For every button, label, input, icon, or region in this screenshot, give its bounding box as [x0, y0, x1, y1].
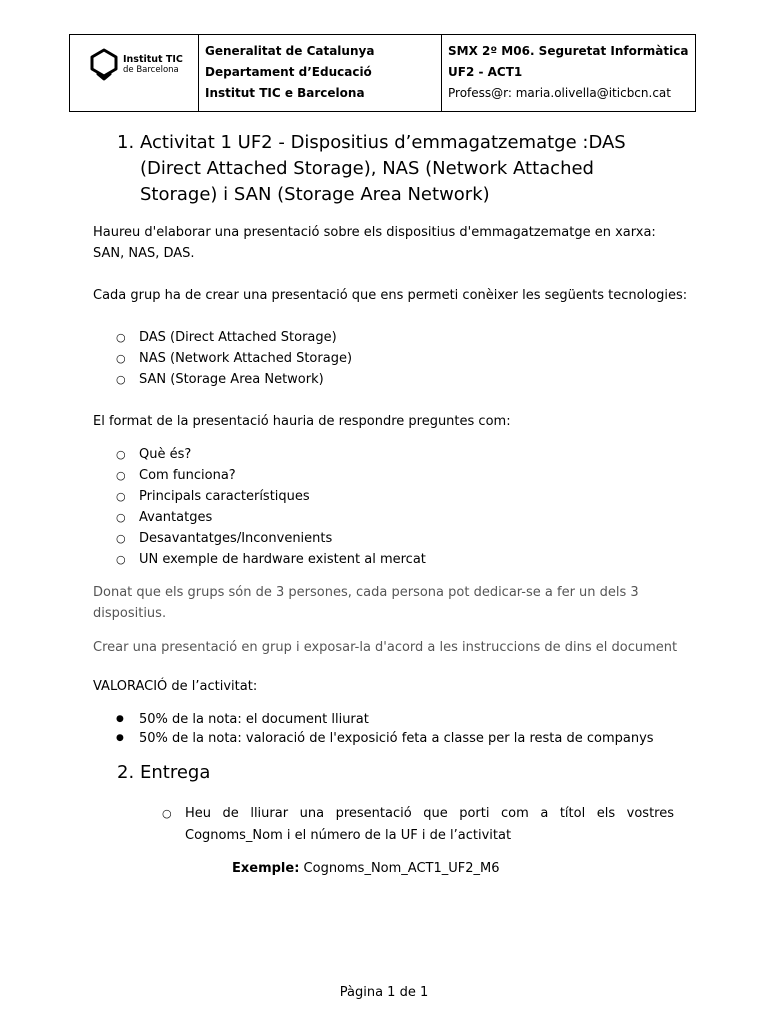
section-1-number: 1.	[117, 132, 135, 153]
list-item: ● 50% de la nota: el document lliurat	[116, 710, 654, 729]
institut-tic-logo-icon	[89, 48, 119, 82]
logo-text	[123, 55, 183, 75]
exemple-value: Cognoms_Nom_ACT1_UF2_M6	[299, 861, 500, 876]
institution-line-1: Generalitat de Catalunya	[205, 44, 375, 58]
list-item: ○ Com funciona?	[116, 465, 426, 486]
institution-cell	[199, 35, 442, 111]
exemple-label: Exemple:	[232, 861, 300, 876]
page-footer: Pàgina 1 de 1	[339, 985, 429, 1000]
logo-cell	[70, 35, 199, 111]
list-item: ○ UN exemple de hardware existent al mercat	[116, 549, 426, 570]
list-item: ○ DAS (Direct Attached Storage)	[116, 327, 352, 348]
section-1-heading	[117, 130, 677, 208]
questions-list	[116, 444, 426, 570]
list-item: ○ SAN (Storage Area Network)	[116, 369, 352, 390]
group-note: Donat que els grups són de 3 persones, cada persona pot dedicar-se a fer un dels 3 dispositius.	[93, 585, 639, 621]
circle-bullet-icon: ○	[162, 807, 172, 820]
header-table	[69, 34, 696, 112]
section-2-heading	[117, 760, 210, 786]
list-item: ○ Què és?	[116, 444, 426, 465]
list-item: ○ Avantatges	[116, 507, 426, 528]
intro-paragraph: Haureu d'elaborar una presentació sobre els dispositius d'emmagatzematge en xarxa: SAN, NAS, DAS.	[93, 225, 656, 261]
course-line-2: UF2 - ACT1	[448, 65, 523, 79]
list-item: ○ Desavantatges/Inconvenients	[116, 528, 426, 549]
section-2-number: 2.	[117, 762, 135, 783]
course-line-1: SMX 2º M06. Seguretat Informàtica	[448, 44, 689, 58]
valoracio-title: VALORACIÓ de l’activitat:	[93, 679, 258, 694]
create-note: Crear una presentació en grup i exposar-la d'acord a les instruccions de dins el document	[93, 640, 678, 655]
section-2-title: Entrega	[140, 762, 211, 783]
format-paragraph: El format de la presentació hauria de respondre preguntes com:	[93, 414, 511, 429]
valoracio-list	[116, 710, 654, 748]
logo-line-1: Institut TIC	[123, 54, 183, 65]
entrega-text: Heu de lliurar una presentació que porti com a títol els vostres Cognoms_Nom i el número de la UF i de l’activitat	[185, 806, 674, 843]
list-item: ● 50% de la nota: valoració de l'exposició feta a classe per la resta de companys	[116, 729, 654, 748]
entrega-item	[162, 803, 674, 847]
logo-line-2: de Barcelona	[123, 65, 179, 75]
list-item: ○ NAS (Network Attached Storage)	[116, 348, 352, 369]
section-1-title: Activitat 1 UF2 - Dispositius d’emmagatzematge :DAS (Direct Attached Storage), NAS (Network Attached Storage) i SAN (Storage Area Network)	[140, 132, 626, 205]
course-cell	[442, 35, 695, 111]
institution-line-3: Institut TIC e Barcelona	[205, 86, 365, 100]
teacher-email: Profess@r: maria.olivella@iticbcn.cat	[448, 86, 671, 100]
group-paragraph: Cada grup ha de crear una presentació que ens permeti conèixer les següents tecnologies:	[93, 288, 688, 303]
technologies-list	[116, 327, 352, 390]
exemple-line	[232, 858, 500, 879]
list-item: ○ Principals característiques	[116, 486, 426, 507]
institution-line-2: Departament d’Educació	[205, 65, 372, 79]
